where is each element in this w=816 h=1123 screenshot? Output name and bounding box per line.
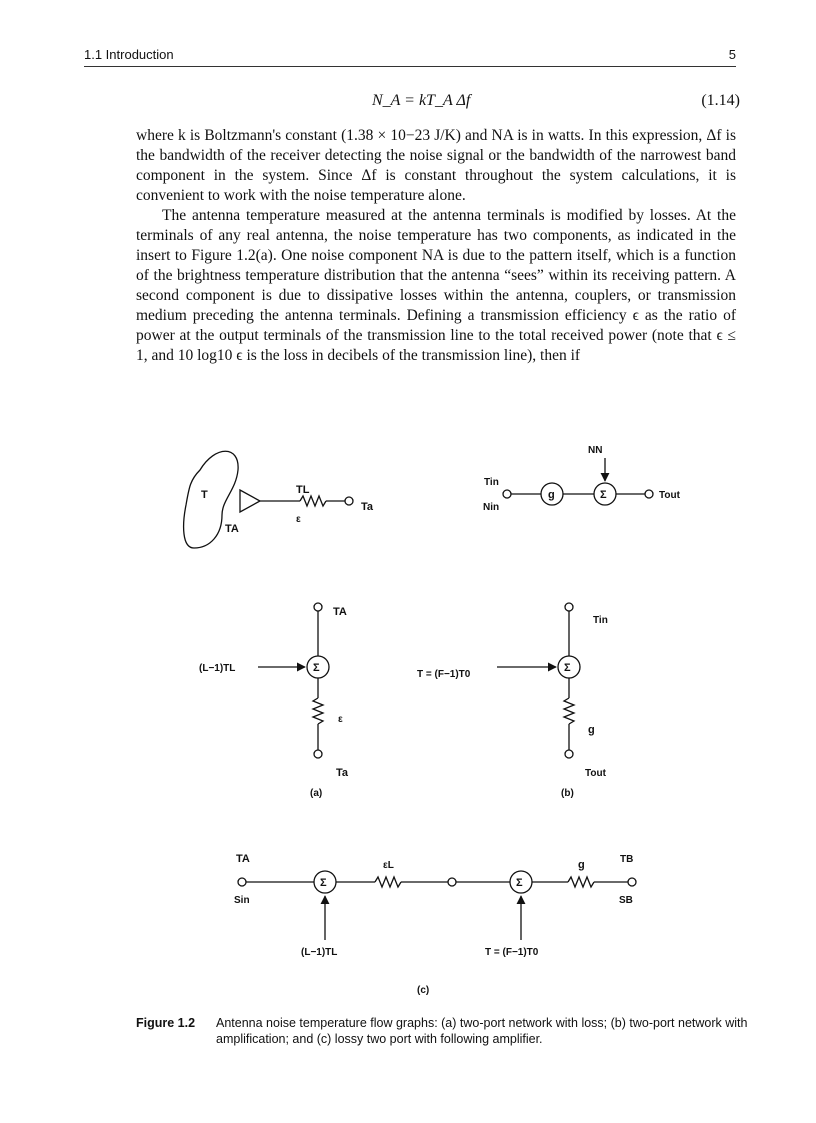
subfigure-label: (b) <box>561 788 574 799</box>
antenna-triangle-icon <box>240 490 260 512</box>
equation-formula: N_A = kT_A Δf <box>372 92 471 109</box>
sigma: Σ <box>564 662 571 674</box>
running-header <box>84 44 736 67</box>
gain-g: g <box>588 724 595 736</box>
sigma: Σ <box>600 489 607 501</box>
resistor-icon <box>564 698 574 724</box>
graph-b <box>497 603 580 758</box>
resistor-icon <box>568 877 594 887</box>
terminal-node <box>345 497 353 505</box>
page-number: 5 <box>728 47 736 62</box>
body-text <box>136 126 736 366</box>
label-ta: TA <box>225 523 239 535</box>
insert-b-amplifier <box>503 458 653 505</box>
source-label: (L−1)TL <box>301 947 338 958</box>
label-ta: TA <box>236 853 250 865</box>
label-sin: Sin <box>234 895 250 906</box>
label-ta: TA <box>333 606 347 618</box>
subfigure-label: (c) <box>417 985 430 996</box>
label-sb: SB <box>619 895 633 906</box>
label-tin: Tin <box>593 615 608 626</box>
label-te: Ta <box>336 767 349 779</box>
figure-1-2 <box>0 420 816 1010</box>
caption-text: Antenna noise temperature flow graphs: (a) two-port network with loss; (b) two-port network with amplification; and (c) lossy two port with following amplifier. <box>216 1016 748 1046</box>
section-title: 1.1 Introduction <box>84 47 174 62</box>
resistor-icon <box>300 496 326 506</box>
label-tb: TB <box>620 854 634 865</box>
subfigure-label: (a) <box>310 788 323 799</box>
sigma: Σ <box>320 877 327 889</box>
label-tout: Tout <box>659 490 680 501</box>
label-nin: Nin <box>483 502 500 513</box>
label-eps: ε <box>338 714 343 725</box>
label-tin: Tin <box>484 477 499 488</box>
label-t: T <box>201 489 208 501</box>
source-label: T = (F−1)T0 <box>485 947 539 958</box>
label-eps: ε <box>296 514 301 525</box>
gain-g: g <box>548 489 555 501</box>
equation-number: (1.14) <box>701 92 740 109</box>
insert-a-antenna <box>184 451 353 548</box>
resistor-icon <box>313 698 323 724</box>
label-te: Ta <box>361 501 374 513</box>
paragraph-2: The antenna temperature measured at the antenna terminals is modified by losses. At the terminals of any real antenna, the noise temperature has two components, as indicated in the insert to Figure 1.2(a). One noise component NA is due to the pattern itself, which is a function of the brightness temperature distribution that the antenna “sees” within its receiving pattern. A second component is due to dissipative losses within the antenna, couplers, or transmission medium preceding the antenna terminals. Defining a transmission efficiency ϵ as the ratio of power at the output terminals of the transmission line to the total received power (note that ϵ ≤ 1, and 10 log10 ϵ is the loss in decibels of the transmission line), then if <box>136 207 736 364</box>
sigma: Σ <box>313 662 320 674</box>
resistor-icon <box>375 877 401 887</box>
label-epsl: εL <box>383 860 394 871</box>
graph-a <box>258 603 329 758</box>
gain-g: g <box>578 859 585 871</box>
label-tout: Tout <box>585 768 606 779</box>
caption-label: Figure 1.2 <box>136 1016 196 1030</box>
label-nn: NN <box>588 445 603 456</box>
equation-1-14 <box>140 92 740 114</box>
paragraph-1: where k is Boltzmann's constant (1.38 × 10−23 J/K) and NA is in watts. In this expression, Δf is the bandwidth of the receiver detecting the noise signal or the bandwidth of the narrowest band component in the system. Since Δf is constant throughout the system calculations, it is convenient to work with the noise temperature alone. <box>136 127 736 204</box>
graph-c <box>238 871 636 940</box>
sigma: Σ <box>516 877 523 889</box>
label-tl: TL <box>296 484 310 496</box>
source-label: T = (F−1)T0 <box>417 669 471 680</box>
source-label: (L−1)TL <box>199 663 236 674</box>
